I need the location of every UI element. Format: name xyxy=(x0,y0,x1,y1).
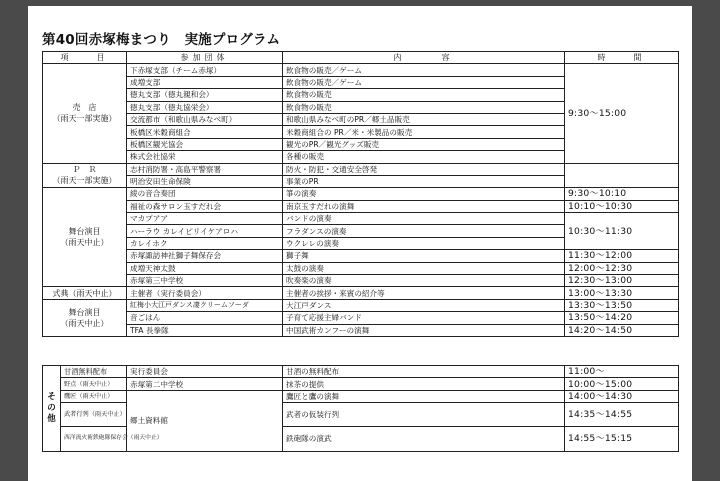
content-cell: 主催者の挨拶・来賓の紹介等 xyxy=(283,287,565,299)
content-cell: 事業のPR xyxy=(283,175,565,187)
group-cell: 成増支部 xyxy=(127,76,283,88)
group-cell: ハーラウ カレイピリイケアロハ xyxy=(127,225,283,237)
table-row xyxy=(43,275,679,287)
time-cell: 9:30～10:10 xyxy=(565,188,679,200)
group-cell: 板橋区米穀商組合 xyxy=(127,126,283,138)
group-cell: 赤塚第二中学校 xyxy=(127,378,283,390)
table-row xyxy=(43,262,679,274)
time-cell: 12:00～12:30 xyxy=(565,262,679,274)
content-cell: 大江戸ダンス xyxy=(283,299,565,311)
group-cell: 郷土資料館 xyxy=(127,390,283,451)
table-row xyxy=(43,324,679,336)
time-cell-empty xyxy=(565,163,679,188)
group-cell: 徳丸支部（徳丸協栄会） xyxy=(127,101,283,113)
time-cell: 13:00～13:30 xyxy=(565,287,679,299)
time-cell: 14:35～14:55 xyxy=(565,403,679,427)
table-row xyxy=(43,163,679,175)
content-cell: 太鼓の演奏 xyxy=(283,262,565,274)
content-cell: 抹茶の提供 xyxy=(283,378,565,390)
group-cell: 志村消防署・高島平警察署 xyxy=(127,163,283,175)
content-cell: 和歌山県みなべ町のPR／郷土品販売 xyxy=(283,113,565,125)
content-cell: 観光のPR／観光グッズ販売 xyxy=(283,138,565,150)
category-pr: Ｐ Ｒ （雨天一部実施） xyxy=(43,163,127,188)
group-cell: 板橋区観光協会 xyxy=(127,138,283,150)
group-cell: 音ごはん xyxy=(127,312,283,324)
time-cell: 14:55～15:15 xyxy=(565,426,679,451)
group-cell: マカプアア xyxy=(127,213,283,225)
sub-item-cell: 武者行列（雨天中止） xyxy=(61,403,127,427)
group-cell: 成増天神太鼓 xyxy=(127,262,283,274)
content-cell: 武者の仮装行列 xyxy=(283,403,565,427)
content-cell: 獅子舞 xyxy=(283,250,565,262)
table-row xyxy=(43,287,679,299)
category-stage-2: 舞台演目 （雨天中止） xyxy=(43,299,127,336)
content-cell: 南京玉すだれの演舞 xyxy=(283,200,565,212)
content-cell: 各種の販売 xyxy=(283,151,565,163)
group-cell: 下赤塚支部（チーム赤塚） xyxy=(127,64,283,76)
other-table xyxy=(42,365,679,452)
content-cell: 甘酒の無料配布 xyxy=(283,366,565,378)
time-cell: 14:00～14:30 xyxy=(565,390,679,402)
content-cell: 飲食物の販売／ゲーム xyxy=(283,64,565,76)
sub-item-cell: 野点（雨天中止） xyxy=(61,378,127,390)
group-cell: 徳丸支部（徳丸親和会） xyxy=(127,89,283,101)
group-cell: 明治安田生命保険 xyxy=(127,175,283,187)
category-other: そ の 他 xyxy=(43,366,61,452)
category-ceremony: 式典（雨天中止） xyxy=(43,287,127,299)
group-cell: TFA 長拳隊 xyxy=(127,324,283,336)
table-row xyxy=(43,200,679,212)
content-cell: 箏の演奏 xyxy=(283,188,565,200)
content-cell: 飲食物の販売／ゲーム xyxy=(283,76,565,88)
group-cell: 赤塚諏訪神社獅子舞保存会 xyxy=(127,250,283,262)
category-sales: 売 店 （雨天一部実施） xyxy=(43,64,127,163)
content-cell: フラダンスの演奏 xyxy=(283,225,565,237)
sub-item-cell: 西洋流火術鉄砲隊保存会（雨天中止） xyxy=(61,426,127,451)
group-cell: 主催者（実行委員会） xyxy=(127,287,283,299)
group-cell: 福祉の森サロン玉すだれ会 xyxy=(127,200,283,212)
group-cell: 株式会社協栄 xyxy=(127,151,283,163)
table-row xyxy=(43,390,679,402)
content-cell: 米穀商組合の PR／米・米製品の販売 xyxy=(283,126,565,138)
group-cell: 実行委員会 xyxy=(127,366,283,378)
sub-item-cell: 甘酒無料配布 xyxy=(61,366,127,378)
page-title: 第40回赤塚梅まつり 実施プログラム xyxy=(42,32,281,48)
content-cell: バンドの演奏 xyxy=(283,213,565,225)
sub-item-cell: 鷹匠（雨天中止） xyxy=(61,390,127,402)
table-row xyxy=(43,299,679,311)
table-row xyxy=(43,366,679,378)
category-stage-1: 舞台演目 （雨天中止） xyxy=(43,188,127,287)
content-cell: 飲食物の販売 xyxy=(283,101,565,113)
table-header-row xyxy=(43,52,679,64)
time-cell: 10:30～11:30 xyxy=(565,213,679,250)
header-item: 項 目 xyxy=(43,52,127,64)
time-cell: 9:30～15:00 xyxy=(565,64,679,163)
time-cell: 11:00～ xyxy=(565,366,679,378)
content-cell: 飲食物の販売 xyxy=(283,89,565,101)
table-row xyxy=(43,250,679,262)
time-cell: 12:30～13:00 xyxy=(565,275,679,287)
time-cell: 10:00～15:00 xyxy=(565,378,679,390)
table-row xyxy=(43,213,679,225)
time-cell: 10:10～10:30 xyxy=(565,200,679,212)
content-cell: 吹奏楽の演奏 xyxy=(283,275,565,287)
table-row xyxy=(43,188,679,200)
content-cell: 鷹匠と鷹の演舞 xyxy=(283,390,565,402)
group-cell: 綾の音合奏団 xyxy=(127,188,283,200)
header-time: 時 間 xyxy=(565,52,679,64)
table-row xyxy=(43,312,679,324)
time-cell: 13:50～14:20 xyxy=(565,312,679,324)
header-group: 参加団体 xyxy=(127,52,283,64)
group-cell: 交流都市（和歌山県みなべ町） xyxy=(127,113,283,125)
content-cell: ウクレレの演奏 xyxy=(283,237,565,249)
group-cell: 赤塚第三中学校 xyxy=(127,275,283,287)
content-cell: 鉄砲隊の演武 xyxy=(283,426,565,451)
table-row xyxy=(43,64,679,76)
group-cell: 紅梅小大江戸ダンス凄クリームソーダ xyxy=(127,299,283,311)
header-content: 内 容 xyxy=(283,52,565,64)
time-cell: 13:30～13:50 xyxy=(565,299,679,311)
program-table xyxy=(42,51,679,337)
time-cell: 14:20～14:50 xyxy=(565,324,679,336)
content-cell: 中国武術カンフーの演舞 xyxy=(283,324,565,336)
table-row xyxy=(43,378,679,390)
content-cell: 防火・防犯・交通安全啓発 xyxy=(283,163,565,175)
group-cell: カレイホク xyxy=(127,237,283,249)
document-page xyxy=(28,6,692,481)
time-cell: 11:30～12:00 xyxy=(565,250,679,262)
content-cell: 子育て応援主婦バンド xyxy=(283,312,565,324)
